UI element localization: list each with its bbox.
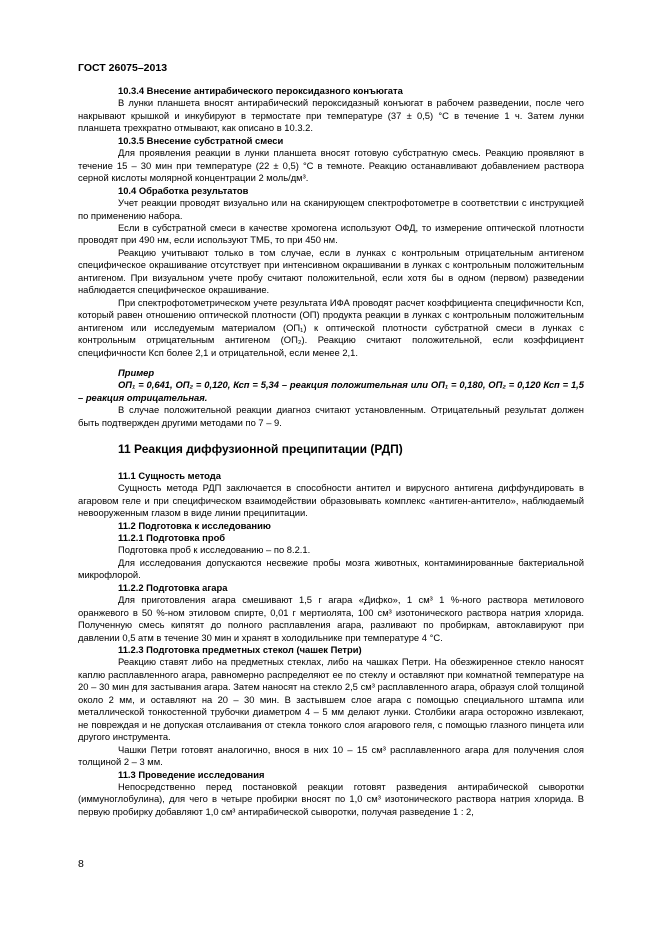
paragraph: В лунки планшета вносят антирабический пероксидазный конъюгат в рабочем разведении, после чего накрывают крышкой и инкубируют в термостате при температуре (37 ± 0,5) °С в течение 1 ч. Затем лунки планшета трехкратно отмывают, как описано в 10.3.2. [78,97,584,134]
document-body [78,85,584,818]
subsection-heading: 10.3.4 Внесение антирабического пероксидазного конъюгата [118,85,403,96]
subsection-heading: 11.2 Подготовка к исследованию [118,519,271,531]
subsection-heading: 10.4 Обработка результатов [118,184,249,196]
paragraph: Непосредственно перед постановкой реакции готовят разведения антирабической сыворотки (иммуноглобулина), для чего в четыре пробирки вносят по 1,0 см³ изотонического раствора натрия хлорида. В первую пробирку добавляют 1,0 см³ антирабической сыворотки, получая разведение 1 : 2, [78,781,584,817]
paragraph: При спектрофотометрическом учете результата ИФА проводят расчет коэффициента специфичности Ксп, который равен отношению оптической плотности (ОП) продукта реакции в лунках с контрольным положительным антигеном или исследуемым материалом (ОП₁) к оптической плотности субстратной смеси в лунках с контрольным отрицательным антигеном (ОП₂). Реакцию считают положительной, если коэффициент специфичности Ксп более 2,1 и отрицательной, если менее 2,1. [78,296,584,358]
paragraph: Для приготовления агара смешивают 1,5 г агара «Дифко», 1 см³ 1 %-ного раствора метилового оранжевого в 50 %-ном этиловом спирте, 0,01 г мертиолята, 100 см³ изотонического раствора натрия хлорида. Полученную смесь кипятят до полного расплавления агара, разливают по пробиркам, автоклавируют при давлении 0,5 атм в течение 30 мин и хранят в холодильнике при температуре 4 °С. [78,594,584,643]
subsection-heading: 11.3 Проведение исследования [118,768,265,780]
section-heading: 11 Реакция диффузионной преципитации (РДП) [118,442,403,457]
example-text: ОП₁ = 0,641, ОП₂ = 0,120, Ксп = 5,34 – реакция положительная или ОП₁ = 0,180, ОП₂ = 0,120 Ксп = 1,5 – реакция отрицательная. [78,379,584,403]
example-title: Пример [118,366,155,378]
page-number: 8 [78,858,84,870]
subsection-heading: 11.2.2 Подготовка агара [118,581,228,593]
paragraph: Для исследования допускаются несвежие пробы мозга животных, контаминированные бактериальной микрофлорой. [78,556,584,581]
subsection-heading: 10.3.5 Внесение субстратной смеси [118,134,284,146]
paragraph: В случае положительной реакции диагноз считают установленным. Отрицательный результат должен быть подтвержден другими методами по 7 – 9. [78,404,584,428]
paragraph: Для проявления реакции в лунки планшета вносят готовую субстратную смесь. Реакцию проявляют в течение 15 – 30 мин при температуре (22 ± 0,5) °С в темноте. Реакцию останавливают добавлением раствора серной кислоты молярной концентрации 2 моль/дм³. [78,147,584,184]
document-header: ГОСТ 26075–2013 [78,62,168,74]
subsection-heading: 11.2.1 Подготовка проб [118,531,226,543]
paragraph: Реакцию ставят либо на предметных стеклах, либо на чашках Петри. На обезжиренное стекло наносят каплю расплавленного агара, равномерно распределяют ее по стеклу и оставляют при комнатной температуре на 20 – 30 мин для застывания агара. Затем наносят на стекло 2,5 см³ расплавленного агара, образуя слой толщиной около 2 мм, и оставляют на 20 – 30 мин. В застывшем слое агара с помощью специального штампа или металлической тонкостенной трубочки диаметром 4 – 5 мм делают лунки. Столбики агара осторожно извлекают, не повреждая и не допуская отслаивания от стекла тонкого слоя агарового геля, с помощью глазного пинцета или другого инструмента. [78,656,584,743]
subsection-heading: 11.2.3 Подготовка предметных стекол (чашек Петри) [118,644,362,656]
paragraph: Сущность метода РДП заключается в способности антител и вирусного антигена диффундировать в агаровом геле и при специфическом взаимодействии образовывать комплекс «антиген-антитело», наблюдаемый невооруженным глазом в виде линии преципитации. [78,482,584,519]
paragraph: Подготовка проб к исследованию – по 8.2.1. [118,544,311,556]
paragraph: Реакцию учитывают только в том случае, если в лунках с контрольным отрицательным антигеном специфическое окрашивание отсутствует при интенсивном окрашивании в лунках с контрольным положительным антигеном. При визуальном учете пробу считают положительной, если хотя бы в одном (первом) разведении наблюдается специфическое окрашивание. [78,246,584,296]
paragraph: Если в субстратной смеси в качестве хромогена используют ОФД, то измерение оптической плотности проводят при 490 нм, если используют ТМБ, то при 450 нм. [78,221,584,246]
paragraph: Чашки Петри готовят аналогично, внося в них 10 – 15 см³ расплавленного агара для получения слоя толщиной 2 – 3 мм. [78,743,584,768]
subsection-heading: 11.1 Сущность метода [118,469,221,481]
paragraph: Учет реакции проводят визуально или на сканирующем спектрофотометре в соответствии с инструкцией по применению набора. [78,197,584,221]
